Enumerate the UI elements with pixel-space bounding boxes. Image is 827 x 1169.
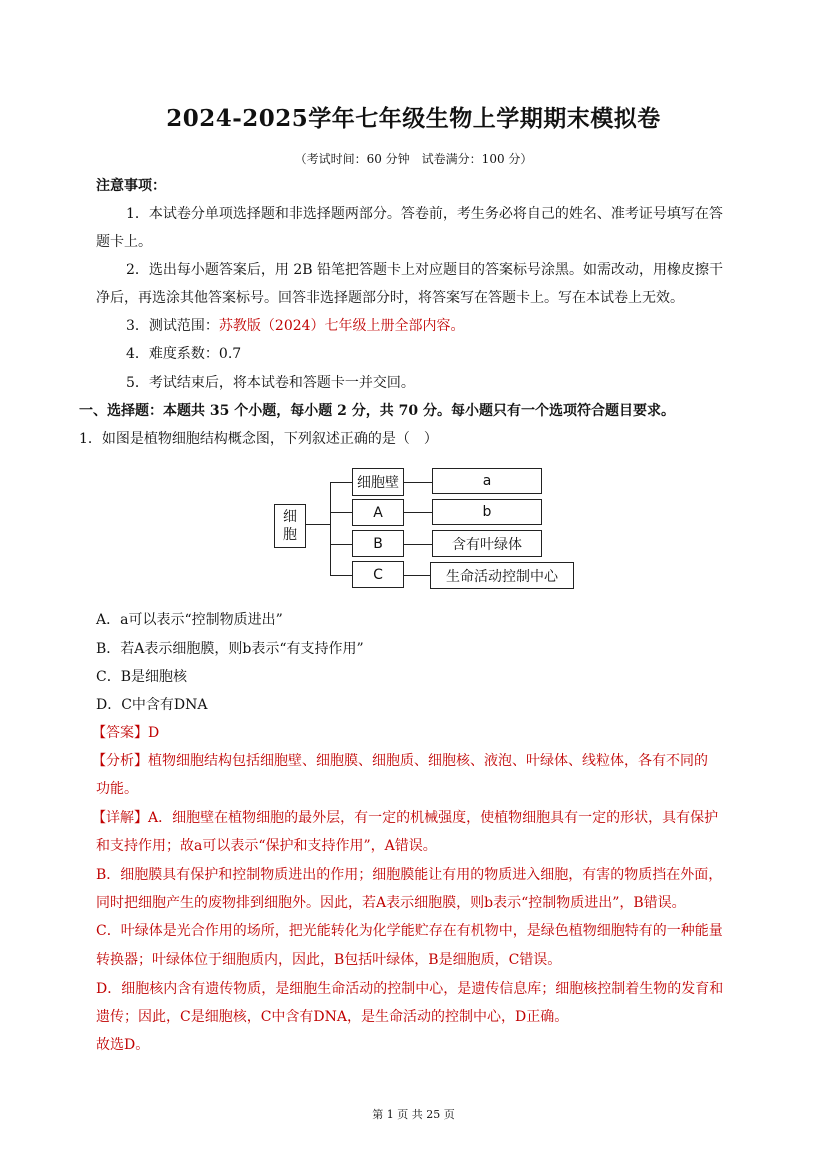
note-3-scope: 苏教版（2024）七年级上册全部内容。 (218, 318, 465, 334)
diagram-connector (404, 544, 432, 545)
section-heading: 一、选择题：本题共 35 个小题，每小题 2 分，共 70 分。每小题只有一个选项符合题目要求。 (79, 403, 675, 419)
analysis-line-1: 【分析】植物细胞结构包括细胞壁、细胞膜、细胞质、细胞核、液泡、叶绿体、线粒体，各有不同的 (92, 753, 708, 769)
option-c: C．B是细胞核 (96, 669, 187, 685)
diagram-branch-b: B (352, 530, 404, 557)
diagram-branch-c: C (352, 561, 404, 588)
detail-line: 同时把细胞产生的废物排到细胞外。因此，若A表示细胞膜，则b表示“控制物质进出”，B错误。 (96, 895, 686, 911)
diagram-connector (330, 544, 352, 545)
detail-line: 【详解】A．细胞壁在植物细胞的最外层，有一定的机械强度，使植物细胞具有一定的形状，具有保护 (92, 810, 719, 826)
diagram-connector (404, 512, 432, 513)
note-4: 4．难度系数：0.7 (126, 346, 242, 362)
note-3 (126, 316, 465, 336)
analysis-line-2: 功能。 (96, 781, 138, 797)
diagram-leaf-control-center: 生命活动控制中心 (430, 562, 574, 589)
page-title: 2024-2025学年七年级生物上学期期末模拟卷 (166, 105, 661, 132)
diagram-connector (330, 482, 331, 575)
detail-line: 和支持作用；故a可以表示“保护和支持作用”，A错误。 (96, 838, 437, 854)
answer: 【答案】D (92, 725, 160, 741)
note-2-line-1: 2．选出每小题答案后，用 2B 铅笔把答题卡上对应题目的答案标号涂黑。如需改动，用橡皮擦干 (126, 262, 724, 278)
note-2-line-2: 净后，再选涂其他答案标号。回答非选择题部分时，将答案写在答题卡上。写在本试卷上无效。 (96, 290, 684, 306)
diagram-connector (404, 575, 430, 576)
exam-info: （考试时间：60 分钟 试卷满分：100 分） (294, 152, 533, 166)
page-footer: 第 1 页 共 25 页 (372, 1108, 455, 1121)
diagram-connector (306, 524, 330, 525)
cell-structure-diagram (270, 466, 580, 592)
notes-heading: 注意事项： (96, 178, 166, 194)
diagram-connector (330, 575, 352, 576)
detail-line: D．细胞核内含有遗传物质，是细胞生命活动的控制中心，是遗传信息库；细胞核控制着生物的发育和 (96, 981, 724, 997)
diagram-leaf-b: b (432, 499, 542, 525)
option-d: D．C中含有DNA (96, 697, 208, 713)
note-1-line-1: 1．本试卷分单项选择题和非选择题两部分。答卷前，考生务必将自己的姓名、准考证号填写在答 (126, 206, 723, 222)
diagram-root-label: 细胞 (283, 509, 297, 543)
option-b: B．若A表示细胞膜，则b表示“有支持作用” (96, 641, 364, 657)
option-a: A．a可以表示“控制物质进出” (96, 612, 283, 628)
diagram-connector (330, 482, 352, 483)
detail-line: C．叶绿体是光合作用的场所，把光能转化为化学能贮存在有机物中，是绿色植物细胞特有的一种能量 (96, 923, 723, 939)
note-1-line-2: 题卡上。 (96, 234, 152, 250)
detail-line: B．细胞膜具有保护和控制物质进出的作用；细胞膜能让有用的物质进入细胞，有害的物质挡在外面， (96, 867, 723, 883)
diagram-branch-cell-wall: 细胞壁 (352, 468, 404, 496)
detail-line: 转换器；叶绿体位于细胞质内，因此，B包括叶绿体，B是细胞质，C错误。 (96, 952, 562, 968)
diagram-root-box (274, 504, 306, 548)
question-stem: 1．如图是植物细胞结构概念图，下列叙述正确的是（ ） (79, 431, 438, 447)
diagram-branch-a: A (352, 499, 404, 526)
note-5: 5．考试结束后，将本试卷和答题卡一并交回。 (126, 375, 415, 391)
diagram-connector (330, 512, 352, 513)
note-3-prefix: 3．测试范围： (126, 318, 219, 334)
diagram-leaf-chloroplast: 含有叶绿体 (432, 530, 542, 557)
diagram-leaf-a: a (432, 468, 542, 494)
diagram-connector (404, 482, 432, 483)
detail-line: 故选D。 (96, 1037, 150, 1053)
detail-line: 遗传；因此，C是细胞核，C中含有DNA，是生命活动的控制中心，D正确。 (96, 1009, 569, 1025)
